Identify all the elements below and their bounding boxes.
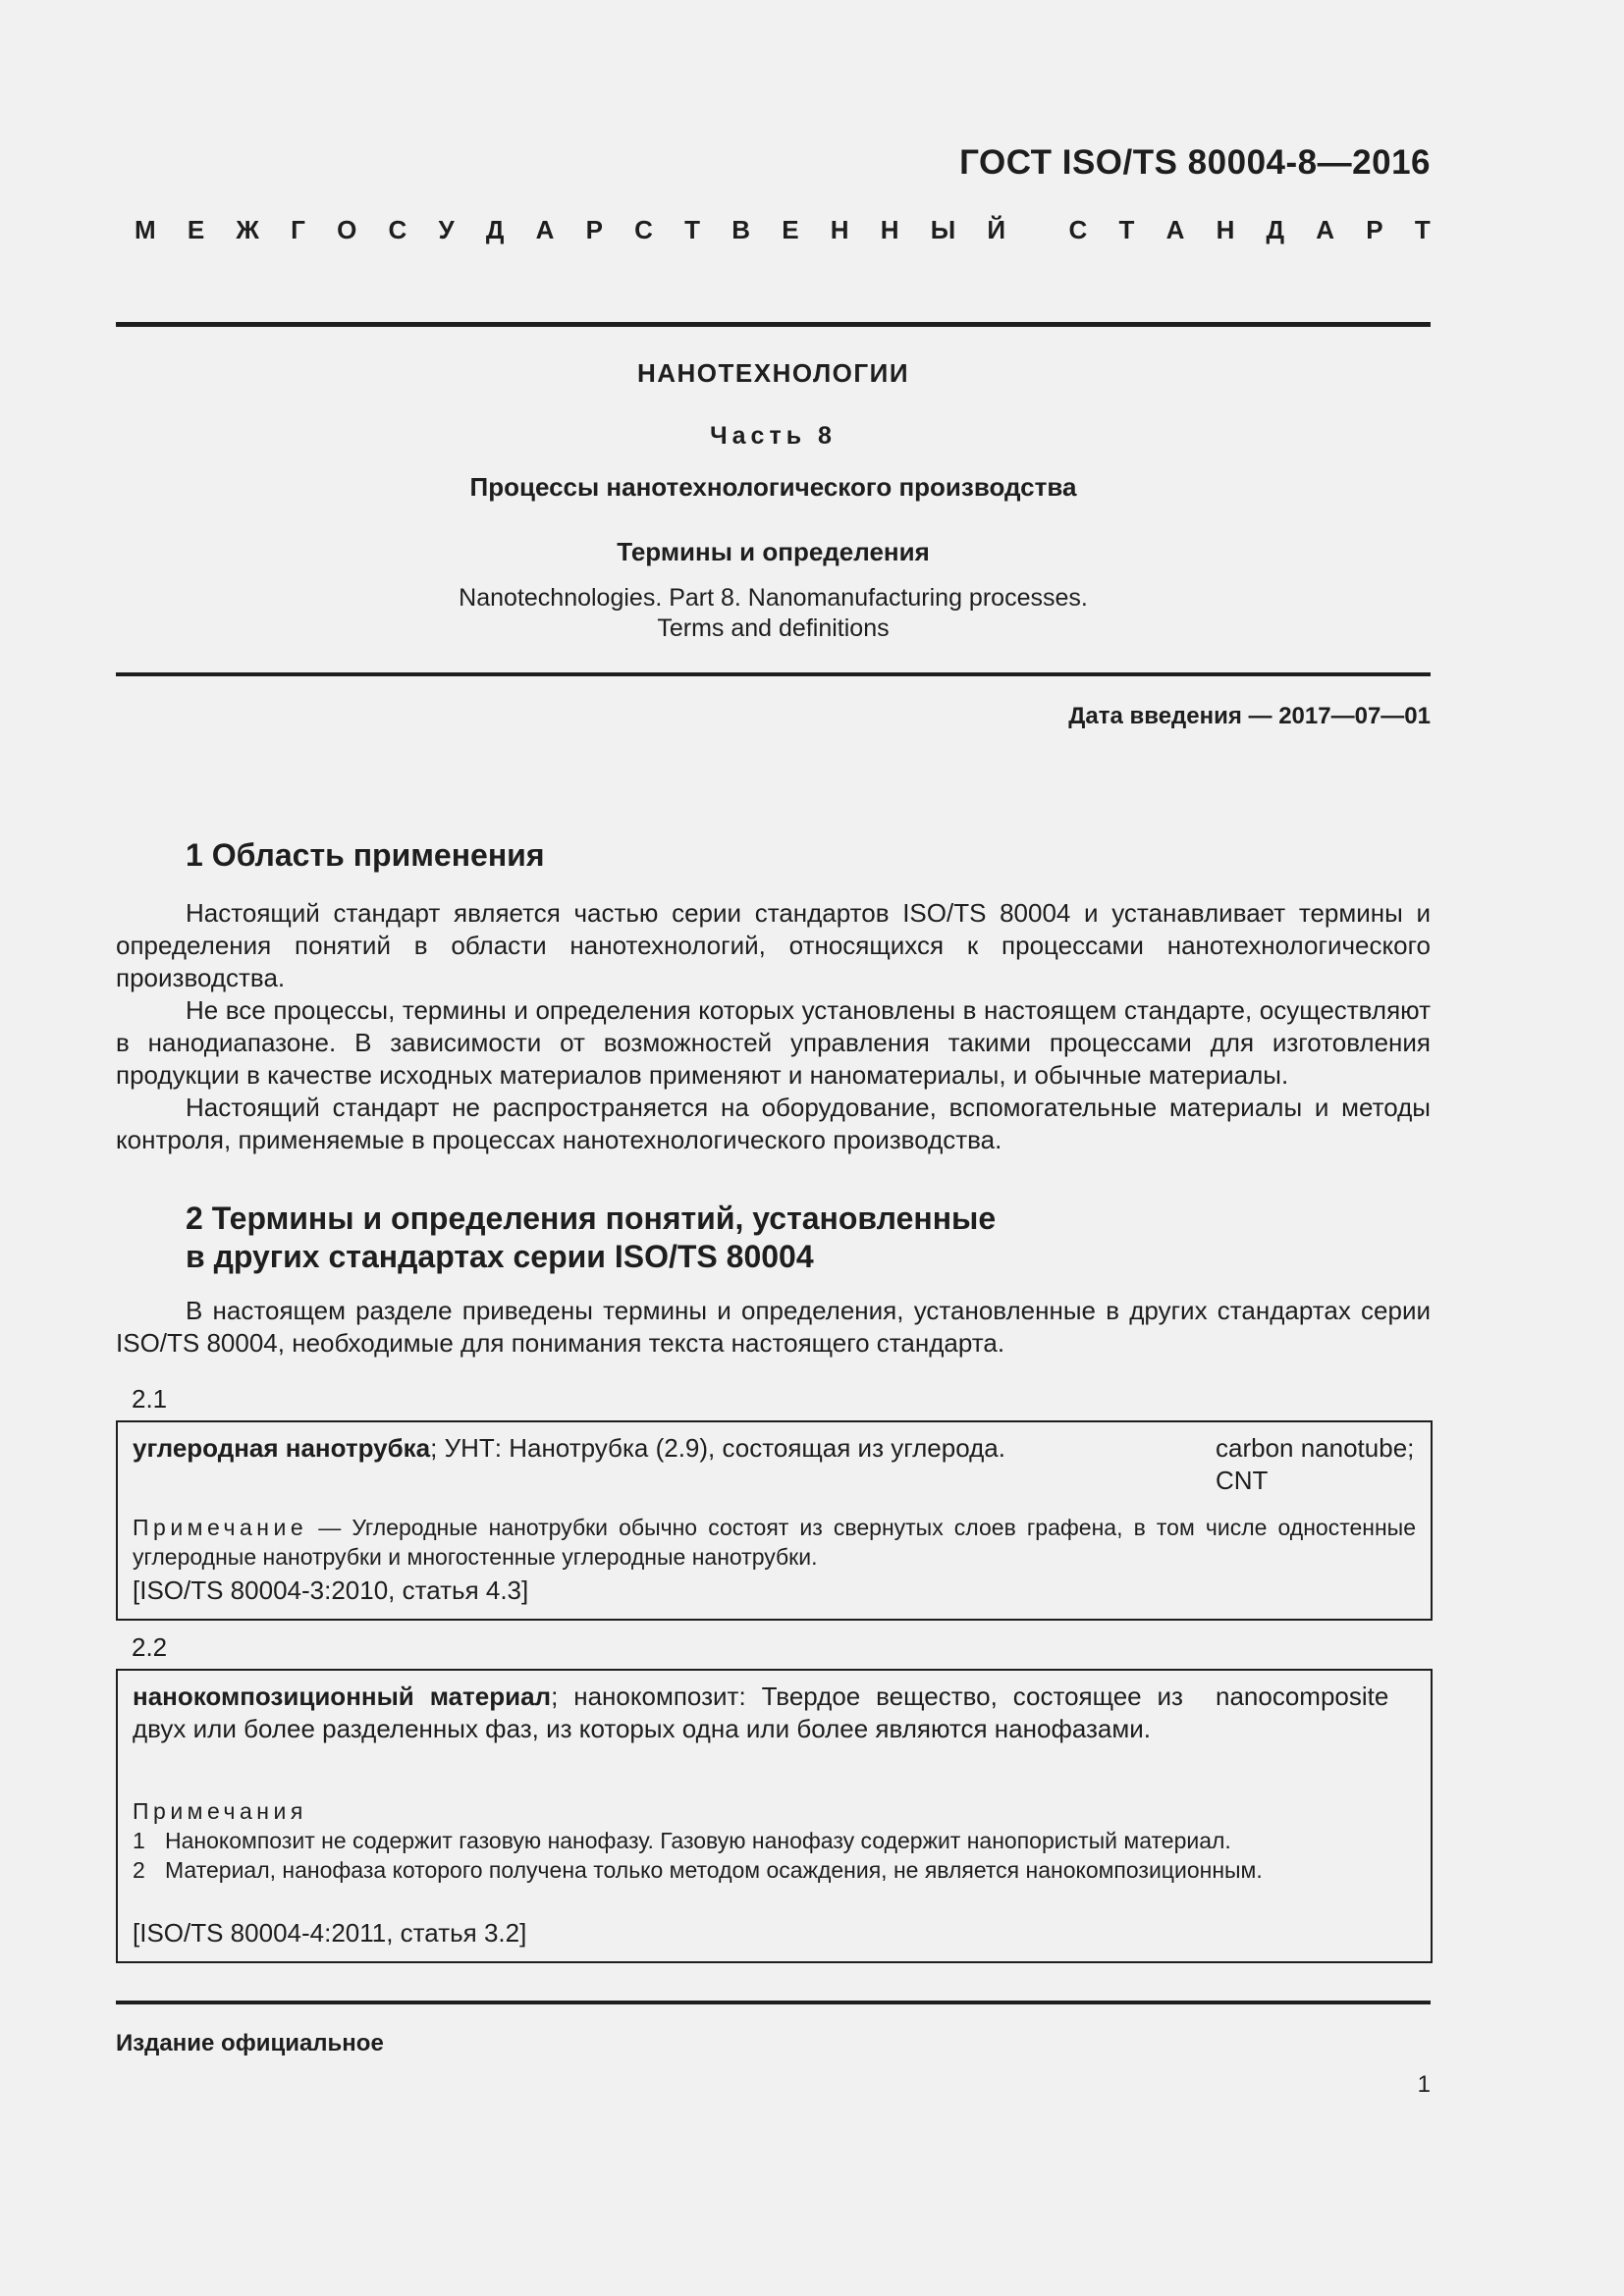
heading-letter: Н [830,215,849,244]
heading-letter: Е [187,215,205,244]
heading-letter: Й [987,215,1006,244]
title-top-rule [116,322,1431,327]
term-english-line: carbon nanotube; [1216,1433,1415,1463]
heading-letter: Р [585,215,603,244]
term-english-line: nanocomposite [1216,1682,1389,1711]
english-title [116,583,1431,644]
heading-letter: Ы [930,215,956,244]
heading-letter: Д [1266,215,1285,244]
term-source: [ISO/TS 80004-4:2011, статья 3.2] [133,1918,527,1948]
note-body: Нанокомпозит не содержит газовую нанофазу. Газовую нанофазу содержит нанопористый материал. [165,1828,1231,1853]
term-box-nanocomposite [116,1669,1433,1963]
note-item [133,1826,1416,1855]
section-heading-scope: 1 Область применения [186,837,545,873]
heading-letter: Г [291,215,305,244]
english-title-line: Nanotechnologies. Part 8. Nanomanufacturing processes. [459,584,1088,612]
heading-letter: А [1316,215,1335,244]
notes-label: Примечания [133,1798,307,1824]
note-item [133,1855,1416,1885]
heading-letter: В [731,215,751,244]
heading-letter: Т [1414,215,1431,244]
heading-letter: М [135,215,156,244]
section-heading-line: в других стандартах серии ISO/TS 80004 [186,1239,814,1274]
heading-letter: Ж [236,215,259,244]
heading-letter: С [1068,215,1088,244]
term-english [1216,1432,1424,1497]
subtitle: Процессы нанотехнологического производства [469,472,1077,502]
english-title-line: Terms and definitions [657,614,890,642]
term-english-line: CNT [1216,1466,1269,1495]
term-notes [133,1796,1416,1885]
document-number: ГОСТ ISO/TS 80004-8—2016 [959,143,1431,182]
note-body: — Углеродные нанотрубки обычно состоят из свернутых слоев графена, в том числе одностенные углеродные нанотрубки и многостенные углеродные нанотрубки. [133,1515,1416,1570]
heading-letter: Н [1216,215,1235,244]
term-definition [133,1681,1183,1745]
introduction-date: Дата введения — 2017—07—01 [1068,703,1431,729]
note-number: 2 [133,1857,145,1883]
footer-rule [116,2001,1431,2004]
term-number: 2.2 [132,1632,168,1662]
note-label: Примечание [133,1515,308,1540]
section-heading-line: 2 Термины и определения понятий, установленные [186,1201,997,1236]
note-number: 1 [133,1828,145,1853]
term-definition [133,1432,1193,1465]
heading-letter: Д [485,215,505,244]
page-number: 1 [1417,2071,1431,2098]
terms-title: Термины и определения [617,537,930,566]
term-name: углеродная нанотрубка [133,1433,431,1463]
term-definition-text: ; нанокомпозит: Твердое вещество, состоящее из двух или более разделенных фаз, из которых одна или более являются нанофазами. [133,1682,1183,1743]
heading-letter: У [438,215,455,244]
heading-letter: О [337,215,357,244]
scope-paragraph: Не все процессы, термины и определения которых установлены в настоящем стандарте, осуществляют в нанодиапазоне. В зависимости от возможностей управления такими процессами для изготовления продукции в качестве исходных материалов применяют и наноматериалы, и обычные материалы. [116,995,1431,1090]
title-bottom-rule [116,672,1431,676]
term-definition-text: ; УНТ: Нанотрубка (2.9), состоящая из углерода. [430,1433,1005,1463]
term-number: 2.1 [132,1384,168,1414]
note-body: Материал, нанофаза которого получена только методом осаждения, не является нанокомпозиционным. [165,1857,1263,1883]
term-box-carbon-nanotube [116,1420,1433,1621]
section-heading-terms [186,1200,1364,1276]
heading-letter: Е [782,215,799,244]
interstate-standard-heading [135,215,1431,245]
main-title: НАНОТЕХНОЛОГИИ [636,358,910,388]
term-source: [ISO/TS 80004-3:2010, статья 4.3] [133,1575,529,1605]
heading-letter: А [535,215,555,244]
heading-letter: Р [1366,215,1383,244]
terms-intro-paragraph: В настоящем разделе приведены термины и определения, установленные в других стандартах серии ISO/TS 80004, необходимые для понимания текста настоящего стандарта. [116,1296,1431,1358]
scope-paragraph: Настоящий стандарт не распространяется на оборудование, вспомогательные материалы и методы контроля, применяемые в процессах нанотехнологического производства. [116,1093,1431,1154]
heading-letter: Т [1118,215,1135,244]
term-english [1216,1681,1424,1713]
heading-letter: С [634,215,653,244]
heading-letter: Н [880,215,899,244]
official-edition-label: Издание официальное [116,2030,384,2056]
term-name: нанокомпозиционный материал [133,1682,552,1711]
heading-letter: А [1165,215,1185,244]
scope-paragraph: Настоящий стандарт является частью серии стандартов ISO/TS 80004 и устанавливает термины и определения понятий в области нанотехнологий, относящихся к процессами нанотехнологического производства. [116,898,1431,992]
heading-letter: Т [684,215,701,244]
heading-letter: С [388,215,407,244]
term-note [133,1513,1416,1572]
part-number: Часть 8 [710,422,837,450]
